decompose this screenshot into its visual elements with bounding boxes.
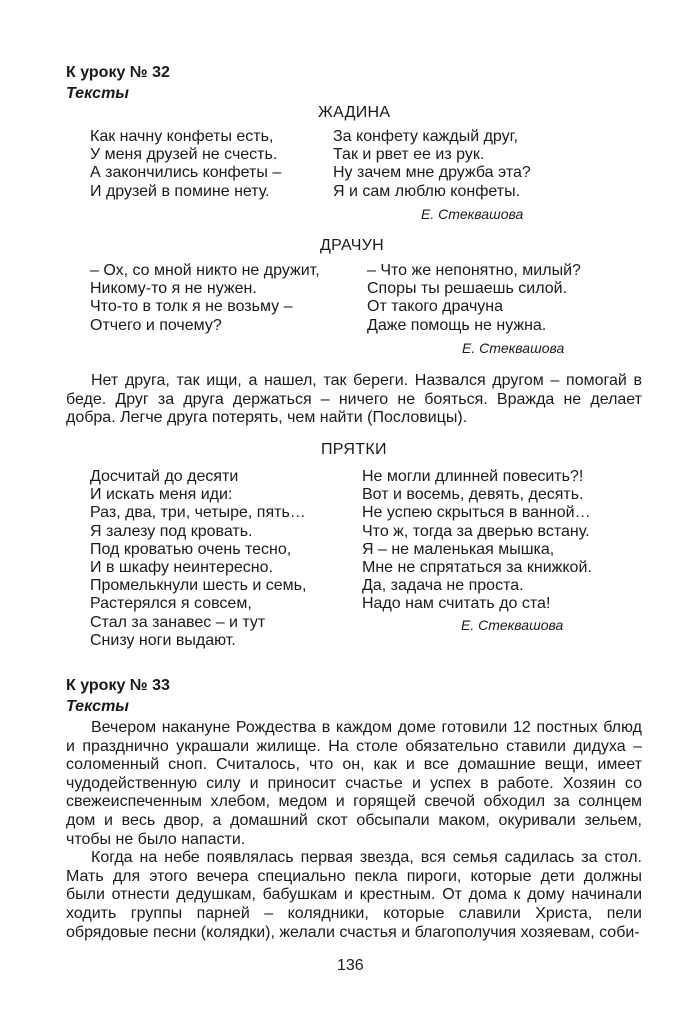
poem-jadina-left-column (90, 128, 281, 201)
poem-line: Никому-то я не нужен. (90, 280, 257, 298)
poem-line: Что ж, тогда за дверью встану. (362, 522, 590, 540)
poem-line: И в шкафу неинтересно. (90, 558, 273, 576)
poem-line: – Что же непонятно, милый? (367, 262, 581, 279)
page-number: 136 (337, 957, 364, 974)
poem-line: Как начну конфеты есть, (90, 128, 274, 145)
poem-line: Я и сам люблю конфеты. (333, 182, 521, 200)
poem-line: За конфету каждый друг, (333, 128, 518, 145)
poem-line: Мне не спрятаться за книжкой. (362, 558, 592, 576)
paragraph-text: Вечером накануне Рождества в каждом доме готовили 12 постных блюд и празднично украшали жилище. На столе обязательно ставили дидуха – соломенный сноп. Считалось, что он, как и все домашние вещи, имеет чудодейственную силу и приносит счастье и успех в работе. Хозяин со свежеиспеченным хлебом, медом и горящей свечой обходил за солнцем дом и весь двор, а домашний скот обсыпали маком, окуривали зельем, чтобы не было напасти. (66, 719, 642, 848)
poem-drachun-right-column (367, 262, 581, 335)
poem-line: Раз, два, три, четыре, пять… (90, 504, 306, 522)
lesson-33-subheading: Тексты (66, 698, 129, 715)
paragraph-text: Когда на небе появлялась первая звезда, вся семья садилась за стол. Мать для этого вечера специально пекла пироги, которые дети должны были отнести дедушкам, бабушкам и крестным. От дома к дому начинали ходить группы парней – колядники, которые славили Христа, пели обрядовые песни (колядки), желали счастья и благополучия хозяевам, соби- (66, 849, 642, 941)
poem-pryatki-title: ПРЯТКИ (321, 441, 387, 458)
poem-line: Не могли длинней повесить?! (362, 468, 584, 485)
poem-drachun-left-column (90, 262, 320, 335)
poem-pryatki-right-column (362, 468, 592, 614)
poem-line: Растерялся я совсем, (90, 595, 252, 613)
poem-line: И друзей в помине нету. (90, 182, 270, 200)
lesson-33-heading: К уроку № 33 (66, 677, 170, 694)
poem-drachun-author: Е. Стеквашова (462, 340, 565, 356)
poem-pryatki-author: Е. Стеквашова (461, 617, 564, 633)
poem-line: У меня друзей не счесть. (90, 146, 278, 164)
poem-line: Споры ты решаешь силой. (367, 280, 568, 298)
poem-jadina-title: ЖАДИНА (318, 104, 391, 121)
poem-line: Что-то в толк я не возьму – (90, 298, 293, 316)
proverbs-paragraph (66, 372, 642, 428)
poem-jadina-author: Е. Стеквашова (421, 206, 524, 222)
poem-line: Досчитай до десяти (90, 468, 239, 485)
poem-line: Отчего и почему? (90, 316, 222, 334)
poem-line: И искать меня иди: (90, 486, 233, 504)
poem-line: Не успею скрыться в ванной… (362, 504, 591, 522)
poem-line: От такого драчуна (367, 298, 504, 316)
poem-line: Промелькнули шесть и семь, (90, 577, 307, 595)
poem-pryatki-left-column (90, 468, 306, 650)
lesson-33-text (66, 719, 642, 942)
lesson-32-heading: К уроку № 32 (66, 64, 170, 81)
poem-line: Снизу ноги выдают. (90, 631, 236, 649)
poem-line: – Ох, со мной никто не дружит, (90, 262, 320, 279)
poem-line: Ну зачем мне дружба эта? (333, 164, 531, 182)
poem-line: Вот и восемь, девять, десять. (362, 486, 584, 504)
poem-line: А закончились конфеты – (90, 164, 282, 182)
poem-jadina-right-column (333, 128, 531, 201)
poem-line: Я залезу под кровать. (90, 522, 253, 540)
poem-line: Под кроватью очень тесно, (90, 540, 292, 558)
poem-line: Я – не маленькая мышка, (362, 540, 555, 558)
poem-drachun-title: ДРАЧУН (320, 237, 385, 254)
poem-line: Так и рвет ее из рук. (333, 146, 485, 164)
lesson-32-subheading: Тексты (66, 85, 129, 102)
paragraph-text: Нет друга, так ищи, а нашел, так береги. Назвался другом – помогай в беде. Друг за друга держаться – ничего не бояться. Вражда не делает добра. Легче друга потерять, чем найти (Пословицы). (66, 372, 642, 427)
poem-line: Надо нам считать до ста! (362, 595, 551, 613)
poem-line: Даже помощь не нужна. (367, 316, 547, 334)
poem-line: Стал за занавес – и тут (90, 613, 266, 631)
poem-line: Да, задача не проста. (362, 577, 524, 595)
